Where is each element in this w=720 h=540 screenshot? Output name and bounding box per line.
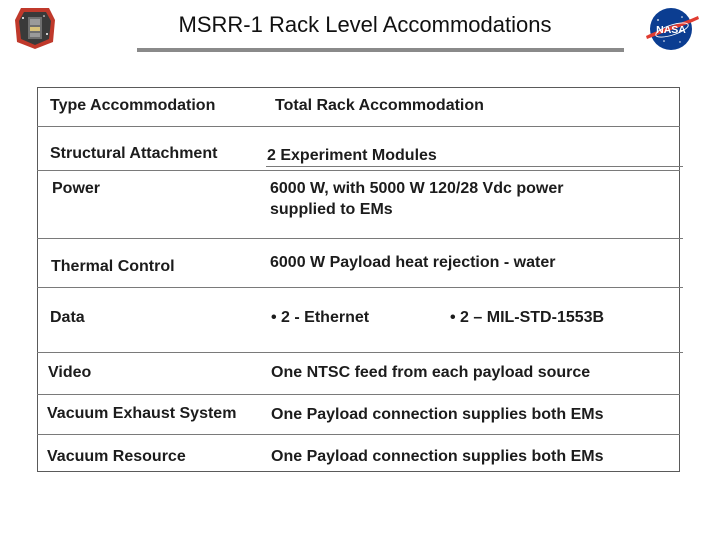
row-divider: [37, 238, 683, 239]
row-label-power: Power: [52, 180, 101, 197]
row-value-vacuum-exhaust: One Payload connection supplies both EMs: [271, 406, 604, 423]
page-title: MSRR-1 Rack Level Accommodations: [178, 12, 552, 37]
row-value-video: One NTSC feed from each payload source: [271, 364, 591, 381]
row-value-data-milstd: • 2 – MIL-STD-1553B: [450, 309, 605, 326]
row-value-power: 6000 W, with 5000 W 120/28 Vdc power supplied to EMs: [270, 180, 564, 218]
row-divider: [266, 166, 683, 167]
row-divider: [37, 394, 680, 395]
row-divider: [37, 434, 680, 435]
column-header-total: Total Rack Accommodation: [275, 97, 484, 114]
row-label-video: Video: [48, 364, 92, 381]
row-label-data: Data: [50, 309, 85, 326]
row-label-vacuum-resource: Vacuum Resource: [47, 448, 186, 465]
row-value-data-ethernet: • 2 - Ethernet: [271, 309, 370, 326]
row-divider: [37, 287, 683, 288]
row-divider: [37, 170, 680, 171]
title-underline: [137, 48, 624, 52]
row-label-vacuum-exhaust: Vacuum Exhaust System: [47, 405, 237, 422]
nasa-logo-text: NASA: [656, 24, 686, 36]
row-value-structural: 2 Experiment Modules: [267, 147, 437, 164]
column-header-type: Type Accommodation: [50, 97, 216, 114]
row-divider: [37, 352, 683, 353]
row-divider: [37, 126, 680, 127]
row-label-thermal: Thermal Control: [51, 258, 175, 275]
row-value-vacuum-resource: One Payload connection supplies both EMs: [271, 448, 604, 465]
row-value-thermal: 6000 W Payload heat rejection - water: [270, 254, 556, 271]
row-label-structural: Structural Attachment: [50, 145, 218, 162]
